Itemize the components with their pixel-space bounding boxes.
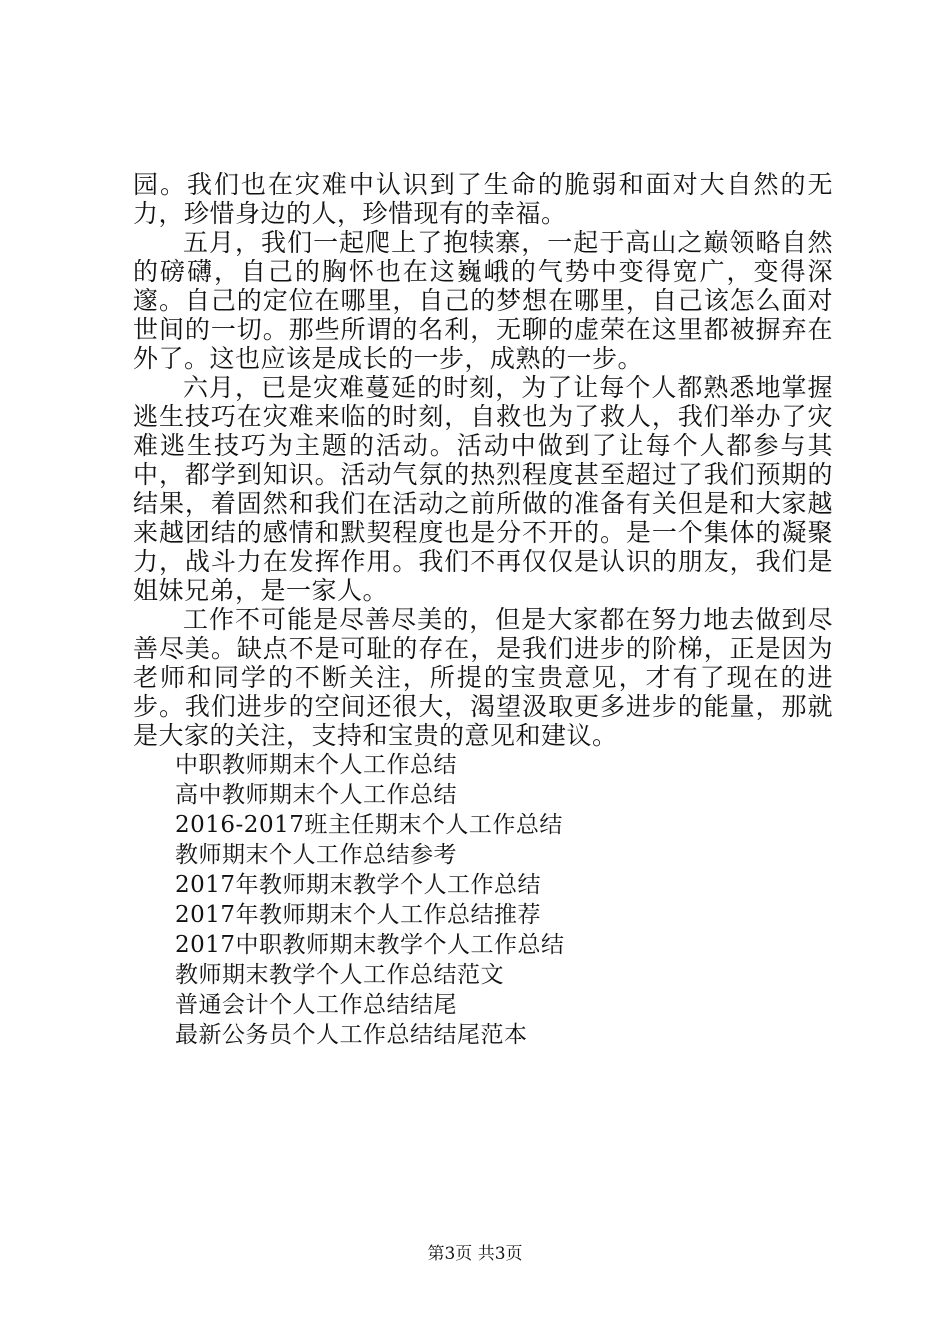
- related-article-link[interactable]: 2016-2017班主任期末个人工作总结: [175, 812, 563, 838]
- paragraph-3: 六月，已是灾难蔓延的时刻，为了让每个人都熟悉地掌握逃生技巧在灾难来临的时刻，自救也为了救人，我们举办了灾难逃生技巧为主题的活动。活动中做到了让每个人都参与其中，都学到知识。活动气氛的热烈程度甚至超过了我们预期的结果，着固然和我们在活动之前所做的准备有关但是和大家越来越团结的感情和默契程度也是分不开的。是一个集体的凝聚力，战斗力在发挥作用。我们不再仅仅是认识的朋友，我们是姐妹兄弟，是一家人。: [133, 373, 833, 605]
- related-article-link[interactable]: 中职教师期末个人工作总结: [175, 752, 457, 778]
- related-article-link[interactable]: 最新公务员个人工作总结结尾范本: [175, 1022, 528, 1048]
- related-article-link[interactable]: 普通会计个人工作总结结尾: [175, 992, 457, 1018]
- paragraph-1: 园。我们也在灾难中认识到了生命的脆弱和面对大自然的无力，珍惜身边的人，珍惜现有的幸福。: [133, 170, 833, 228]
- page-footer: 第3页 共3页: [427, 1244, 523, 1264]
- related-article-link[interactable]: 2017年教师期末教学个人工作总结: [175, 872, 542, 898]
- related-article-link[interactable]: 2017年教师期末个人工作总结推荐: [175, 902, 542, 928]
- related-article-link[interactable]: 教师期末个人工作总结参考: [175, 842, 457, 868]
- related-article-link[interactable]: 2017中职教师期末教学个人工作总结: [175, 932, 565, 958]
- document-body: [133, 170, 833, 1050]
- related-article-link[interactable]: 高中教师期末个人工作总结: [175, 782, 457, 808]
- paragraph-4: 工作不可能是尽善尽美的，但是大家都在努力地去做到尽善尽美。缺点不是可耻的存在，是我们进步的阶梯，正是因为老师和同学的不断关注，所提的宝贵意见，才有了现在的进步。我们进步的空间还很大，渴望汲取更多进步的能量，那就是大家的关注，支持和宝贵的意见和建议。: [133, 605, 833, 750]
- paragraph-2: 五月，我们一起爬上了抱犊寨，一起于高山之巅领略自然的磅礴，自己的胸怀也在这巍峨的气势中变得宽广，变得深邃。自己的定位在哪里，自己的梦想在哪里，自己该怎么面对世间的一切。那些所谓的名利，无聊的虚荣在这里都被摒弃在外了。这也应该是成长的一步，成熟的一步。: [133, 228, 833, 373]
- related-articles-list: [133, 750, 833, 1050]
- related-article-link[interactable]: 教师期末教学个人工作总结范文: [175, 962, 504, 988]
